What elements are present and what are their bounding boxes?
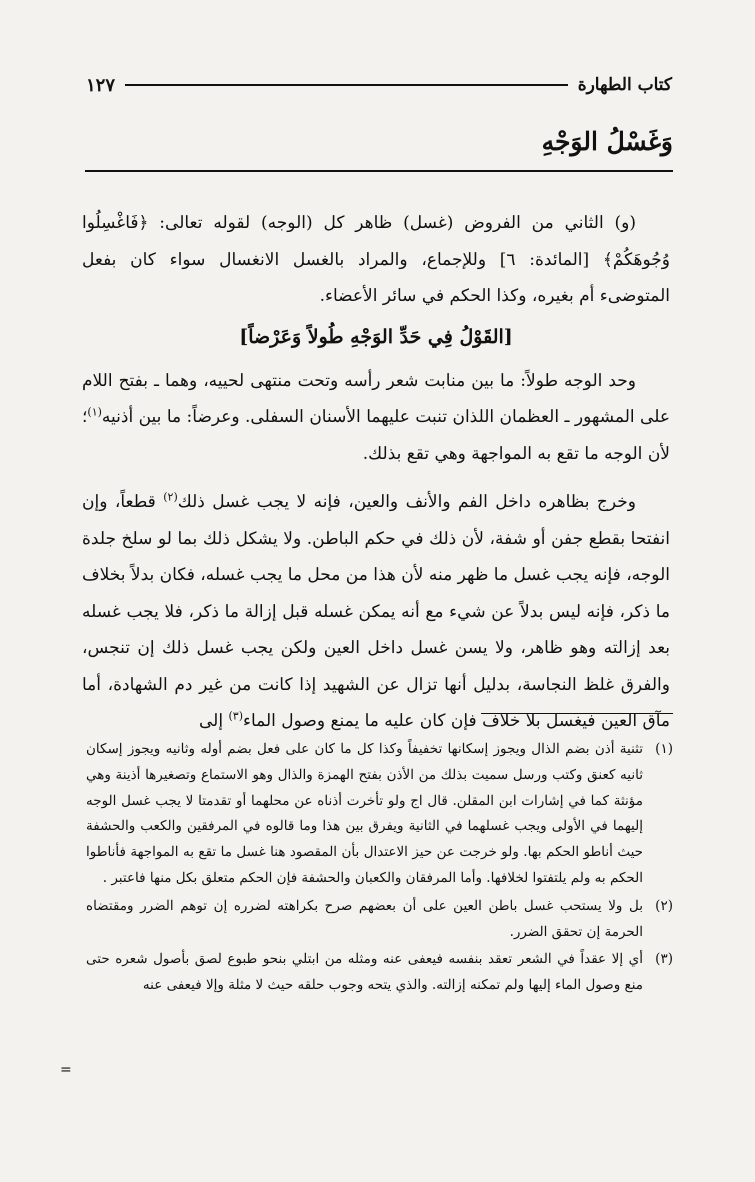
footnote-text: أي إلا عقداً في الشعر تعقد بنفسه فيعفى عنه ومثله من ابتلي بنحو طبوع لصق بأصول شعره حتى منع وصول الماء إليها ولم تمكنه إزالته. والذي يتحه وجوب حلقه حيث لا مثلة وإلا فيعفى عنه [86,951,643,994]
footnotes [86,737,673,1001]
paragraph-1: (و) الثاني من الفروض (غسل) ظاهر كل (الوجه) لقوله تعالى: ﴿فَاغْسِلُوا وُجُوهَكُمْ﴾ [المائدة: ٦] وللإجماع، والمراد بالغسل الانغسال سواء كان بفعل المتوضىء أم بغيره، وكذا الحكم في سائر الأعضاء. [82,213,670,306]
paragraph-3-text-c: إلى [198,711,229,731]
footnote-number: (١) [655,741,673,757]
paragraph-3 [82,484,670,740]
footnote-number: (٣) [655,951,673,968]
footnote-1 [86,737,673,892]
book-title: كتاب الطهارة [577,75,672,95]
footnote-text: تثنية أذن بضم الذال ويجوز إسكانها تخفيفاً وكذا كل ما كان على فعل بضم أوله وثانيه ويجوز إسكان ثانيه كعنق وكتب ورسل سميت بذلك من الأذن بفتح الهمزة والذال وهو الاستماع وتصغيرها أذينة وهي مؤنثة كما في إشارات ابن المقلن. قال اج ولو تأخرت أذناه عن محلهما أو تقدمتا لا يجب غسل الوجه إليهما في الأولى ويجب غسلهما في الثانية ويفرق بين هذا وما قالوه في المرفقين والكعب والحشفة حيث أناطو الحكم بها. ولو خرجت عن حيز الاعتدال بأن المقصود هنا غسل ما تقع به المواجهة فأناطوا الحكم به ولم يلتفتوا لخلافها. وأما المرفقان والكعبان والحشفة فإن الحكم متعلق بكل منها فاعتبر . [86,741,643,886]
paragraph-3-text-a: وخرج بظاهره داخل الفم والأنف والعين، فإنه لا يجب غسل ذلك [177,492,636,512]
footnote-ref-3[interactable]: (٣) [228,709,243,723]
paragraph-2-text-a: وحد الوجه طولاً: ما بين منابت شعر رأسه وتحت منتهى لحييه، وهما ـ بفتح اللام على المشهور ـ العظمان اللذان تنبت عليهما الأسنان السفلى. وعرضاً: ما بين أذنيه [82,370,670,427]
footnote-text: بل ولا يستحب غسل باطن العين على أن بعضهم صرح بكراهته لضرره إن توهم الضرر ومقتضاه الحرمة إن تحقق الضرر. [86,897,643,940]
paragraph-2 [82,363,670,473]
paragraph-2-text-b: ؛ لأن الوجه ما تقع به المواجهة وهي تقع بذلك. [82,407,670,464]
main-text [82,205,670,740]
running-header [86,72,672,98]
header-rule [125,84,568,86]
subheading: [القَوْلُ فِي حَدِّ الوَجْهِ طُولاً وَعَرْضاً] [239,325,513,348]
footnote-ref-1[interactable]: (١) [87,405,102,419]
paragraph-3-text-b: قطعاً، وإن انفتحا بقطع جفن أو شفة، لأن ذلك في حكم الباطن. ولا يشكل ذلك بما لو سلخ جلدة الوجه، فإنه يجب غسل ما ظهر منه لأن هذا من محل ما يجب غسله، فكان بدلاً بخلاف ما ذكر، فإنه ليس بدلاً عن شيء مع أنه يمكن غسله قبل إزالة ما ذكر، فلا يجب غسله بعد إزالته وهو ظاهر، ولا يسن غسل داخل العين ولكن يجب غسل ذلك إن تنجس، والفرق غلظ النجاسة، بدليل أنها تزال عن الشهيد إذا كانت من غير دم الشهادة، أما مآق العين فيغسل بلا خلاف فإن كان عليه ما يمنع وصول الماء [82,492,670,731]
footnote-3 [86,947,673,999]
footnote-number: (٢) [655,897,673,914]
footnote-2 [86,894,673,946]
heading-rule [85,170,673,172]
page-number: ١٢٧ [86,74,116,96]
continuation-mark: = [60,1062,72,1078]
footnote-rule [481,713,673,714]
section-heading: وَغَسْلُ الوَجْهِ [541,127,673,156]
footnote-ref-2[interactable]: (٢) [163,490,178,504]
